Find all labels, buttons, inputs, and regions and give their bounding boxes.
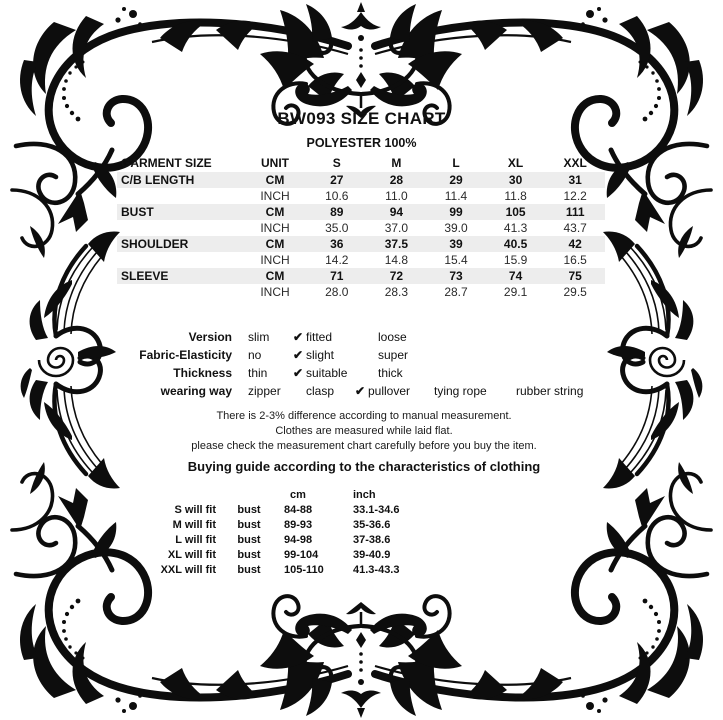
column-header-l: L [452,156,460,170]
column-header-cm: cm [290,489,306,501]
option-label: thin [248,366,268,380]
value-cell: 39 [449,237,463,251]
inch-range: 37-38.6 [353,534,391,546]
check-icon: ✔ [292,366,304,380]
value-cell: 11.8 [504,189,527,203]
size-fit-label: L will fit [175,534,216,546]
characteristics-section [120,328,610,400]
option [290,328,362,346]
value-cell: 16.5 [563,253,587,267]
option [352,382,418,400]
empty-cell [120,488,216,503]
size-fit-label: XL will fit [167,549,216,561]
value-cell: 27 [330,173,344,187]
cm-range: 84-88 [284,504,313,516]
option [290,346,362,364]
value-cell: 12.2 [563,189,587,203]
characteristic-row-thickness [120,364,610,382]
empty-cell [216,488,282,503]
row-label: SLEEVE [121,269,169,283]
buying-guide-row-xxl [120,563,446,578]
page-title: BW093 SIZE CHART [277,109,446,128]
option-label: clasp [306,384,335,398]
check-icon [232,346,248,364]
measurement-notes [0,409,723,454]
value-cell: 11.0 [385,189,408,203]
option [500,382,610,400]
value-cell: 30 [508,173,523,187]
value-cell: 35.0 [325,221,349,235]
buying-guide-title: Buying guide according to the characteristics of clothing [187,459,541,474]
buying-guide-row-m [120,518,446,533]
value-cell: 14.8 [384,253,409,267]
option-label: tying rope [434,384,487,398]
characteristic-row-version [120,328,610,346]
value-cell: 28.0 [325,285,349,299]
value-cell: 29.5 [563,285,587,299]
cm-range: 89-93 [284,519,313,531]
option [362,328,442,346]
buying-guide-header-row [120,488,446,503]
size-row-bust-cm [117,204,605,220]
check-icon: ✔ [354,384,366,398]
buying-guide-row-l [120,533,446,548]
value-cell: 41.3 [503,221,528,235]
value-cell: 37.5 [384,237,409,251]
size-row-sleeve-inch [117,284,605,300]
option-label: suitable [306,366,348,380]
option [232,382,290,400]
inch-range: 35-36.6 [353,519,391,531]
value-cell: 73 [449,269,463,283]
option [362,346,442,364]
value-cell: 31 [568,173,582,187]
value-cell: 74 [508,269,523,283]
value-cell: 28.3 [384,285,409,299]
column-header-s: S [332,156,341,170]
size-fit-label: M will fit [172,519,216,531]
buying-guide-row-s [120,503,446,518]
note-line: Clothes are measured while laid flat. [275,425,453,437]
unit-cell: CM [265,173,285,187]
characteristic-label: wearing way [160,384,232,398]
row-label: BUST [121,205,154,219]
option-label: super [378,348,409,362]
inch-range: 39-40.9 [353,549,391,561]
characteristic-row-elasticity [120,346,610,364]
option [290,364,362,382]
measure-label: bust [237,564,261,576]
measure-label: bust [237,534,261,546]
size-row-shoulder-inch [117,252,605,268]
row-label: SHOULDER [121,237,189,251]
unit-cell: CM [265,237,285,251]
characteristic-row-wearing-way [120,382,610,400]
check-icon [232,382,248,400]
check-icon [290,382,306,400]
value-cell: 75 [568,269,582,283]
check-icon [362,364,378,382]
size-row-cb-length-cm [117,172,605,188]
measure-label: bust [237,504,261,516]
unit-cell: INCH [260,221,290,235]
option-label: no [248,348,262,362]
check-icon [232,364,248,382]
value-cell: 105 [505,205,526,219]
value-cell: 11.4 [444,189,468,203]
check-icon [500,382,516,400]
option-label: fitted [306,330,333,344]
option [290,382,352,400]
size-row-shoulder-cm [117,236,605,252]
note-line: There is 2-3% difference according to manual measurement. [216,410,512,422]
unit-cell: CM [265,269,285,283]
value-cell: 29 [449,173,463,187]
value-cell: 14.2 [325,253,349,267]
measure-label: bust [237,519,261,531]
value-cell: 29.1 [503,285,528,299]
value-cell: 10.6 [325,189,349,203]
inch-range: 41.3-43.3 [353,564,400,576]
check-icon: ✔ [292,348,304,362]
characteristic-label: Fabric-Elasticity [139,348,232,362]
cm-range: 94-98 [284,534,313,546]
value-cell: 94 [389,205,404,219]
option-label: thick [378,366,403,380]
check-icon [232,328,248,346]
option [232,364,290,382]
characteristic-label: Thickness [173,366,232,380]
size-fit-label: XXL will fit [160,564,216,576]
option-label: loose [378,330,407,344]
inch-range: 33.1-34.6 [353,504,400,516]
option [362,364,442,382]
option [232,346,290,364]
value-cell: 15.4 [444,253,468,267]
option [418,382,500,400]
option [232,328,290,346]
size-row-sleeve-cm [117,268,605,284]
check-icon: ✔ [292,330,304,344]
value-cell: 39.0 [444,221,468,235]
column-header-m: M [391,156,402,170]
option-label: slight [306,348,335,362]
check-icon [362,346,378,364]
fabric-subtitle: POLYESTER 100% [306,136,417,150]
option-label: slim [248,330,270,344]
option-label: rubber string [516,384,584,398]
value-cell: 37.0 [384,221,409,235]
column-header-xl: XL [507,156,524,170]
size-table [117,155,605,300]
value-cell: 42 [568,237,582,251]
cm-range: 99-104 [284,549,319,561]
value-cell: 28 [389,173,404,187]
value-cell: 43.7 [563,221,587,235]
value-cell: 15.9 [503,253,528,267]
size-fit-label: S will fit [174,504,216,516]
value-cell: 40.5 [503,237,528,251]
buying-guide-table [120,488,446,578]
option-label: zipper [248,384,281,398]
buying-guide-row-xl [120,548,446,563]
measure-label: bust [237,549,261,561]
size-table-header-row [117,155,605,172]
column-header-xxl: XXL [563,156,587,170]
size-row-cb-length-inch [117,188,605,204]
value-cell: 111 [565,205,585,219]
unit-cell: CM [265,205,285,219]
check-icon [362,328,378,346]
note-line: please check the measurement chart carefully before you buy the item. [191,440,537,452]
unit-cell: INCH [260,285,290,299]
value-cell: 89 [330,205,344,219]
value-cell: 36 [330,237,344,251]
column-header-garment-size: GARMENT SIZE [121,156,212,170]
row-label: C/B LENGTH [121,173,195,187]
value-cell: 72 [389,269,404,283]
value-cell: 71 [330,269,344,283]
check-icon [418,382,434,400]
value-cell: 28.7 [444,285,468,299]
cm-range: 105-110 [284,564,324,576]
column-header-unit: UNIT [261,156,289,170]
size-row-bust-inch [117,220,605,236]
characteristic-label: Version [188,330,232,344]
unit-cell: INCH [260,253,290,267]
value-cell: 99 [449,205,463,219]
option-label: pullover [368,384,411,398]
unit-cell: INCH [260,189,290,203]
column-header-inch: inch [353,489,376,501]
